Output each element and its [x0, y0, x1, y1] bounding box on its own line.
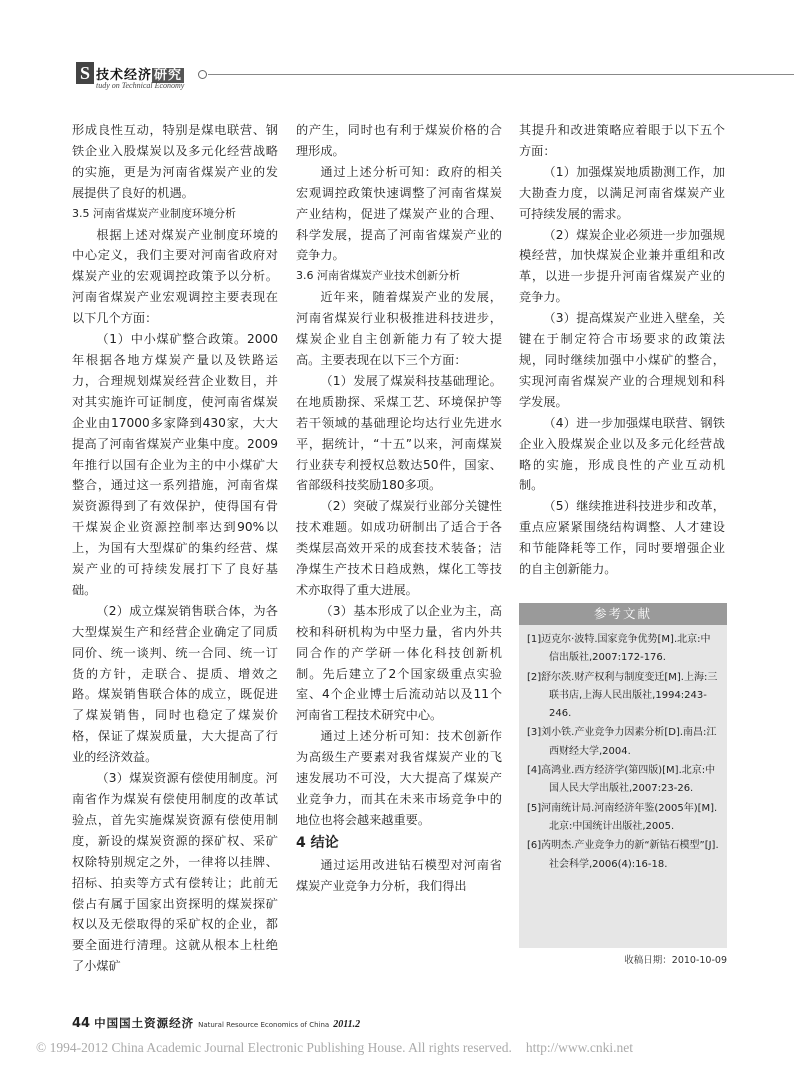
paragraph: 通过运用改进钻石模型对河南省煤炭产业竞争力分析，我们得出 — [296, 857, 502, 893]
reference-item: [4]高鸿业.西方经济学(第四版)[M].北京:中国人民大学出版社,2007:23-26. — [527, 765, 716, 795]
issue-number: 2011.2 — [333, 1019, 361, 1030]
paragraph: （1）发展了煤炭科技基础理论。在地质勘探、采煤工艺、环境保护等若干领域的基础理论均达行业先进水平，据统计，“十五”以来，河南煤炭行业获专利授权总数达50件，国家、省部级科技奖励180多项。 — [296, 373, 502, 493]
text-column-3 — [519, 120, 725, 580]
paragraph: （1）加强煤炭地质勘测工作，加大勘查力度，以满足河南省煤炭产业可持续发展的需求。 — [519, 164, 725, 221]
reference-item: [6]芮明杰.产业竞争力的新“新钻石模型”[J].社会科学,2006(4):16-18. — [527, 840, 719, 870]
paragraph: （2）突破了煤炭行业部分关键性技术难题。如成功研制出了适合于各类煤层高效开采的成套技术装备；洁净煤生产技术日趋成熟，煤化工等技术亦取得了重大进展。 — [296, 499, 502, 597]
journal-name: 中国国土资源经济 — [94, 1016, 195, 1030]
text-column-2 — [296, 120, 502, 897]
journal-header — [76, 60, 726, 96]
paragraph: （5）继续推进科技进步和改革，重点应紧紧围绕结构调整、人才建设和节能降耗等工作，同时要增强企业的自主创新能力。 — [519, 499, 725, 577]
header-rule — [208, 74, 794, 75]
page-number: 44 — [72, 1016, 91, 1031]
journal-name-en: Natural Resource Economics of China — [198, 1021, 330, 1029]
paragraph: 近年来，随着煤炭产业的发展，河南省煤炭行业积极推进科技进步，煤炭企业自主创新能力有了较大提高。主要表现在以下三个方面： — [296, 290, 502, 367]
paragraph: 通过上述分析可知：技术创新作为高级生产要素对我省煤炭产业的飞速发展功不可没，大大提高了煤炭产业竞争力，而其在未来市场竞争中的地位也将会越来越重要。 — [296, 729, 502, 827]
paragraph: （3）基本形成了以企业为主，高校和科研机构为中坚力量，省内外共同合作的产学研一体化科技创新机制。先后建立了2个国家级重点实验室、4个企业博士后流动站以及11个河南省工程技术研究中心。 — [296, 603, 502, 723]
paragraph: 的产生，同时也有利于煤炭价格的合理形成。 — [296, 123, 502, 158]
paragraph: （3）煤炭资源有偿使用制度。河南省作为煤炭有偿使用制度的改革试验点，首先实施煤炭资源有偿使用制度，新设的煤炭资源的探矿权、采矿权除特别规定之外，一律将以挂牌、招标、拍卖等方式有偿转让；此前无偿占有属于国家出资探明的煤炭探矿权以及无偿取得的采矿权的企业，都要全面进行清理。这就从根本上杜绝了小煤矿 — [72, 771, 278, 974]
paragraph: 通过上述分析可知：政府的相关宏观调控政策快速调整了河南省煤炭产业结构，促进了煤炭产业的合理、科学发展，提高了河南省煤炭产业的竞争力。 — [296, 164, 502, 263]
paragraph: 其提升和改进策略应着眼于以下五个方面： — [519, 123, 725, 158]
journal-title-part-b: 研究 — [154, 68, 183, 83]
paragraph: 根据上述对煤炭产业制度环境的中心定义，我们主要对河南省政府对煤炭产业的宏观调控政策予以分析。河南省煤炭产业宏观调控主要表现在以下几个方面： — [72, 227, 278, 326]
reference-item: [1]迈克尔·波特.国家竞争优势[M].北京:中信出版社,2007:172-176. — [527, 634, 711, 664]
journal-logo-letter: S — [76, 62, 94, 84]
received-date: 收稿日期：2010-10-09 — [624, 955, 727, 966]
reference-item: [3]刘小铁.产业竞争力因素分析[D].南昌:江西财经大学,2004. — [527, 727, 717, 757]
header-circle-ornament — [198, 70, 207, 79]
reference-item: [5]河南统计局.河南经济年鉴(2005年)[M].北京:中国统计出版社,2005. — [527, 802, 718, 832]
references-box — [519, 603, 727, 948]
text-column-1 — [72, 120, 278, 977]
paragraph: （3）提高煤炭产业进入壁垒，关键在于制定符合市场要求的政策法规，同时继续加强中小煤矿的整合，实现河南省煤炭产业的合理规划和科学发展。 — [519, 311, 725, 409]
copyright-line — [36, 1040, 776, 1056]
paragraph: （4）进一步加强煤电联营、钢铁企业入股煤炭企业以及多元化经营战略的实施，形成良性的产业互动机制。 — [519, 415, 725, 493]
section-heading: 3.5 河南省煤炭产业制度环境分析 — [72, 206, 236, 220]
paragraph: （2）煤炭企业必须进一步加强规模经营，加快煤炭企业兼并重组和改革，以进一步提升河南省煤炭产业的竞争力。 — [519, 227, 725, 305]
copyright-text: © 1994-2012 China Academic Journal Electronic Publishing House. All rights reserved. — [36, 1040, 512, 1055]
cnki-url: http://www.cnki.net — [525, 1040, 634, 1055]
journal-title-part-a: 技术经济 — [96, 68, 153, 83]
paragraph: （1）中小煤矿整合政策。2000年根据各地方煤炭产量以及铁路运力，合理规划煤炭经营企业数目，并对其实施许可证制度，使河南省煤炭企业由17000多家降到430家，大大提高了河南省煤炭产业集中度。2009年推行以国有企业为主的中小煤矿大整合，通过这一系列措施，河南省煤炭资源得到了有效保护，使得国有骨干煤炭企业资源控制率达到90%以上，为国有大型煤矿的集约经营、煤炭产业的可持续发展打下了良好基础。 — [72, 332, 278, 597]
paragraph: 形成良性互动，特别是煤电联营、钢铁企业入股煤炭以及多元化经营战略的实施，更是为河南省煤炭产业的发展提供了良好的机遇。 — [72, 123, 278, 200]
paragraph: （2）成立煤炭销售联合体，为各大型煤炭生产和经营企业确定了同质同价、统一谈判、统一合同、统一订货的方针，走联合、提质、增效之路。煤炭销售联合体的成立，既促进了煤炭销售，同时也稳定了煤炭价格，保证了煤炭质量，大大提高了行业的经济效益。 — [72, 603, 278, 765]
journal-logo-subtitle: tudy on Technical Economy — [96, 81, 185, 90]
section-heading: 3.6 河南省煤炭产业技术创新分析 — [296, 269, 460, 283]
references-title: 参考文献 — [519, 603, 727, 625]
reference-item: [2]舒尔茨.财产权利与制度变迁[M].上海:三联书店,上海人民出版社,1994:243-246. — [527, 671, 718, 720]
page-footer — [72, 1015, 572, 1033]
chapter-heading: 4 结论 — [296, 834, 339, 851]
references-list — [519, 625, 727, 879]
